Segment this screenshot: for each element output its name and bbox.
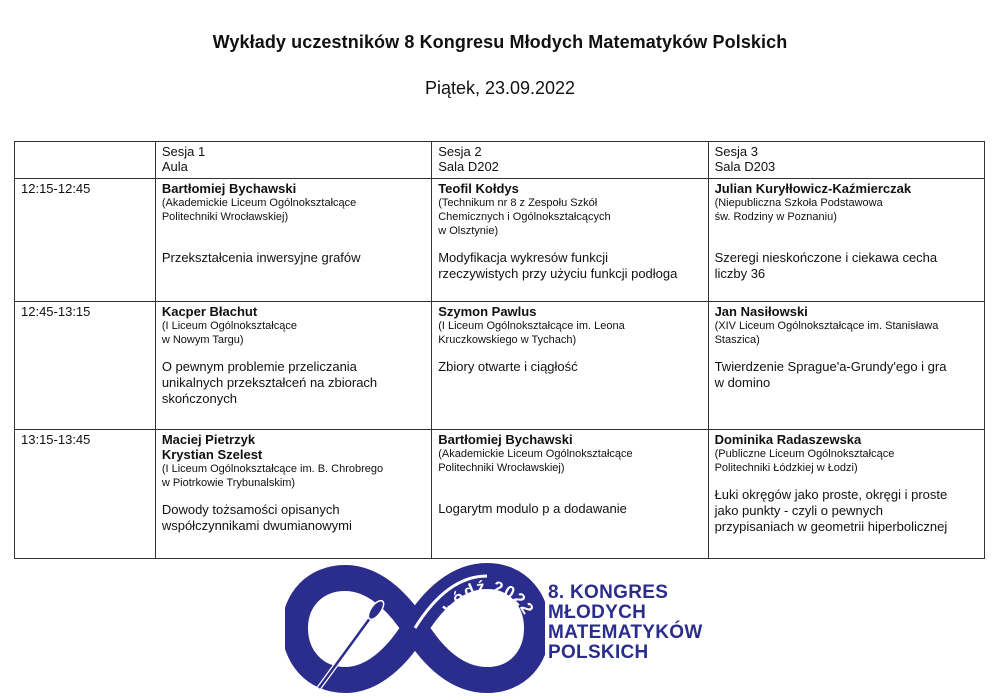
header-cell-session-3 (708, 142, 984, 179)
talk-topic: Twierdzenie Sprague'a-Grundy'ego i gra (714, 359, 947, 374)
speaker-name: Teofil Kołdys (438, 181, 519, 196)
school-line: (I Liceum Ogólnokształcące im. Leona (438, 320, 625, 332)
speaker-name: Dominika Radaszewska (714, 432, 862, 447)
talk-topic: Modyfikacja wykresów funkcji (438, 250, 608, 265)
talk-cell (708, 302, 984, 430)
school-line: (Niepubliczna Szkoła Podstawowa (714, 197, 883, 209)
talk-cell (432, 430, 708, 559)
header-cell-session-2 (432, 142, 708, 179)
school-line: Chemicznych i Ogólnokształcących (438, 211, 611, 223)
talk-topic: jako punkty - czyli o pewnych (714, 503, 883, 518)
talk-topic: Łuki okręgów jako proste, okręgi i proste (714, 487, 948, 502)
talk-topic: Dowody tożsamości opisanych (161, 502, 340, 517)
talk-topic: liczby 36 (714, 266, 766, 281)
talk-cell (432, 179, 708, 302)
speaker-name: Jan Nasiłowski (714, 304, 808, 319)
speaker-name: Bartłomiej Bychawski (161, 181, 297, 196)
talk-cell (155, 430, 431, 559)
congress-name (548, 583, 703, 663)
session-room: Sala D202 (438, 159, 499, 174)
talk-topic: Szeregi nieskończone i ciekawa cecha (714, 250, 938, 265)
school-line: Staszica) (714, 334, 760, 346)
talk-topic: Zbiory otwarte i ciągłość (438, 359, 578, 374)
talk-cell (155, 302, 431, 430)
logo-arc-text: Łódź 2022 (438, 577, 538, 619)
school-line: Kruczkowskiego w Tychach) (438, 334, 577, 346)
header-cell-session-1 (155, 142, 431, 179)
talk-topic: w domino (714, 375, 771, 390)
talk-topic: skończonych (161, 391, 237, 406)
talk-cell (708, 179, 984, 302)
school-line: (I Liceum Ogólnokształcące (161, 320, 297, 332)
session-room: Aula (161, 159, 188, 174)
time-slot: 12:15-12:45 (15, 179, 156, 302)
table-row (15, 302, 985, 430)
school-line: (Publiczne Liceum Ogólnokształcące (714, 448, 895, 460)
page-date: Piątek, 23.09.2022 (424, 78, 576, 98)
school-line: (I Liceum Ogólnokształcące im. B. Chrobrego (161, 463, 384, 475)
school-line: w Piotrkowie Trybunalskim) (161, 477, 296, 489)
school-line: (Akademickie Liceum Ogólnokształcące (161, 197, 357, 209)
congress-name-line: MŁODYCH (548, 602, 647, 623)
time-slot: 13:15-13:45 (15, 430, 156, 559)
talk-topic: przypisaniach w geometrii hiperbolicznej (714, 519, 948, 534)
speaker-name: Julian Kuryłłowicz-Kaźmierczak (714, 181, 912, 196)
session-room: Sala D203 (714, 159, 776, 174)
school-line: Politechniki Łódzkiej w Łodzi) (714, 462, 858, 474)
header-cell-empty (15, 142, 156, 179)
school-line: Politechniki Wrocławskiej) (438, 462, 565, 474)
speaker-name: Krystian Szelest (161, 447, 263, 462)
talk-topic: współczynnikami dwumianowymi (161, 518, 352, 533)
school-line: w Olsztynie) (438, 225, 499, 237)
session-name: Sesja 3 (714, 144, 758, 159)
congress-name-line: POLSKICH (548, 642, 649, 663)
speaker-name: Kacper Błachut (161, 304, 258, 319)
school-line: św. Rodziny w Poznaniu) (714, 211, 837, 223)
talk-cell (708, 430, 984, 559)
congress-name-line: 8. KONGRES (548, 582, 669, 603)
talk-topic: Logarytm modulo p a dodawanie (438, 501, 627, 516)
table-header-row (15, 142, 985, 179)
school-line: (Technikum nr 8 z Zespołu Szkół (438, 197, 598, 209)
talk-cell (155, 179, 431, 302)
schedule-table (14, 141, 985, 559)
school-line: (Akademickie Liceum Ogólnokształcące (438, 448, 633, 460)
table-row (15, 430, 985, 559)
congress-name-line: MATEMATYKÓW (548, 622, 703, 643)
session-name: Sesja 1 (161, 144, 206, 159)
time-slot: 12:45-13:15 (15, 302, 156, 430)
session-name: Sesja 2 (438, 144, 482, 159)
talk-topic: unikalnych przekształceń na zbiorach (161, 375, 378, 390)
speaker-name: Bartłomiej Bychawski (438, 432, 573, 447)
speaker-name: Szymon Pawlus (438, 304, 537, 319)
school-line: (XIV Liceum Ogólnokształcące im. Stanisława (714, 320, 939, 332)
school-line: Politechniki Wrocławskiej) (161, 211, 289, 223)
talk-topic: rzeczywistych przy użyciu funkcji podłoga (438, 266, 678, 281)
talk-topic: Przekształcenia inwersyjne grafów (161, 250, 361, 265)
table-row (15, 179, 985, 302)
speaker-name: Maciej Pietrzyk (161, 432, 256, 447)
page-title: Wykłady uczestników 8 Kongresu Młodych Matematyków Polskich (212, 32, 788, 52)
school-line: w Nowym Targu) (161, 334, 244, 346)
congress-logo (285, 562, 545, 694)
talk-cell (432, 302, 708, 430)
talk-topic: O pewnym problemie przeliczania (161, 359, 357, 374)
